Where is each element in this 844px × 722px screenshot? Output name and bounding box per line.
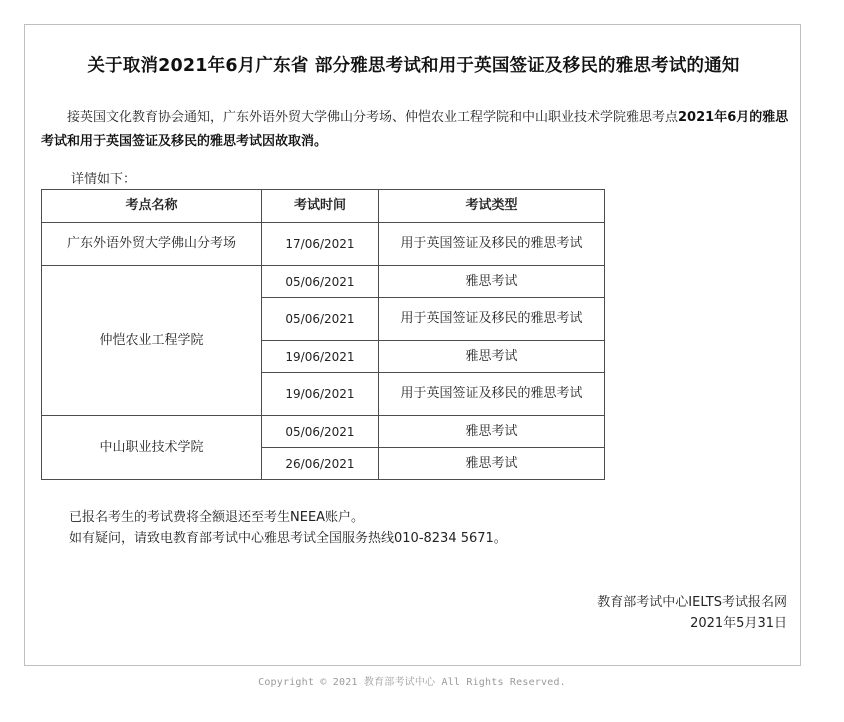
refund-note: 已报名考生的考试费将全额退还至考生NEEA账户。 — [69, 510, 365, 525]
intro-bold-text: 2021年6月的雅思考试和用于英国签证及移民的雅思考试因故取消。 — [41, 110, 789, 149]
copyright-footer: Copyright © 2021 教育部考试中心 All Rights Reserved. — [258, 677, 566, 688]
venue-name: 广东外语外贸大学佛山分考场 — [66, 236, 236, 251]
type-cell — [379, 266, 605, 298]
notes-block — [69, 507, 507, 549]
type-cell — [379, 341, 605, 373]
venue-cell — [42, 266, 262, 416]
header-date: 考试时间 — [262, 190, 379, 223]
type-cell — [379, 373, 605, 416]
type-cell — [379, 223, 605, 266]
cancellation-table — [41, 189, 605, 480]
type-cell — [379, 416, 605, 448]
notice-title: 关于取消2021年6月广东省 部分雅思考试和用于英国签证及移民的雅思考试的通知 — [87, 56, 740, 76]
exam-type: 雅思考试 — [465, 423, 518, 439]
table-row — [42, 223, 605, 266]
type-cell — [379, 298, 605, 341]
venue-name: 中山职业技术学院 — [99, 439, 204, 455]
header-type: 考试类型 — [379, 190, 605, 223]
exam-type: 雅思考试 — [465, 348, 518, 364]
date-cell: 05/06/2021 — [262, 266, 379, 298]
exam-type: 雅思考试 — [465, 273, 518, 289]
type-cell — [379, 448, 605, 480]
notice-intro — [41, 106, 791, 154]
date-cell: 19/06/2021 — [262, 373, 379, 416]
signature-block — [597, 592, 787, 634]
date-cell: 05/06/2021 — [262, 298, 379, 341]
table-row — [42, 416, 605, 448]
hotline-note: 如有疑问，请致电教育部考试中心雅思考试全国服务热线010-8234 5671。 — [69, 531, 507, 546]
date-cell: 19/06/2021 — [262, 341, 379, 373]
venue-cell — [42, 223, 262, 266]
date-cell: 05/06/2021 — [262, 416, 379, 448]
notice-panel — [24, 24, 801, 666]
signature-date: 2021年5月31日 — [690, 616, 787, 631]
date-cell: 26/06/2021 — [262, 448, 379, 480]
table-row — [42, 266, 605, 298]
venue-cell — [42, 416, 262, 480]
intro-lead-text: 接英国文化教育协会通知，广东外语外贸大学佛山分考场、仲恺农业工程学院和中山职业技术学院雅思考点 — [67, 110, 679, 125]
exam-type: 用于英国签证及移民的雅思考试 — [400, 311, 583, 326]
venue-name: 仲恺农业工程学院 — [99, 332, 204, 348]
exam-type: 用于英国签证及移民的雅思考试 — [400, 386, 583, 401]
exam-type: 雅思考试 — [465, 455, 518, 471]
header-venue: 考点名称 — [42, 190, 262, 223]
exam-type: 用于英国签证及移民的雅思考试 — [400, 236, 583, 251]
details-label: 详情如下： — [71, 172, 137, 187]
date-cell: 17/06/2021 — [262, 223, 379, 266]
table-header-row — [42, 190, 605, 223]
signature-org: 教育部考试中心IELTS考试报名网 — [597, 595, 787, 610]
